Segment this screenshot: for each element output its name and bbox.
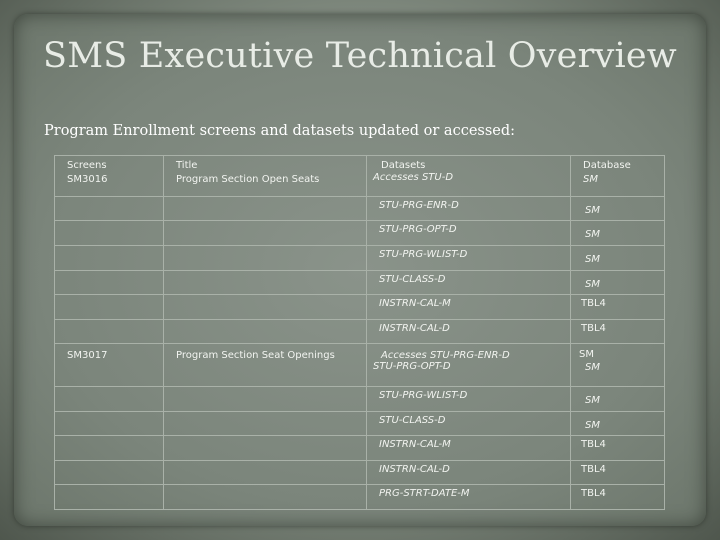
database-name: SM [571,411,665,436]
dataset-name: STU-PRG-OPT-D [373,361,451,373]
dataset-name: STU-PRG-OPT-D [367,221,571,246]
database-header: Database [583,160,631,171]
table-row [55,295,665,320]
screen-code: SM3016 [67,174,108,185]
screen-title: Program Section Open Seats [176,174,320,185]
dataset-name: PRG-STRT-DATE-M [367,485,571,510]
table-row [55,246,665,271]
title-header: Title [176,160,198,171]
dataset-name: INSTRN-CAL-D [367,460,571,485]
screen-code: SM3017 [55,344,164,387]
database-name: SM [579,349,594,361]
database-name: TBL4 [571,436,665,461]
database-name: TBL4 [571,460,665,485]
dataset-cell [367,156,571,197]
dataset-name: INSTRN-CAL-M [367,295,571,320]
dataset-name: STU-PRG-WLIST-D [367,387,571,412]
slide-title: SMS Executive Technical Overview [43,36,677,76]
dataset-cell [367,344,571,387]
table-row [55,344,665,387]
dataset-name: Accesses STU-D [373,172,454,183]
screen-title: Program Section Seat Openings [164,344,367,387]
database-name: SM [571,387,665,412]
dataset-name: INSTRN-CAL-D [367,319,571,344]
database-name: TBL4 [571,295,665,320]
table-row [55,387,665,412]
dataset-name: STU-CLASS-D [367,411,571,436]
database-name: SM [571,221,665,246]
database-cell [571,344,665,387]
screens-cell [55,156,164,197]
datasets-table [54,155,665,510]
dataset-name: Accesses STU-PRG-ENR-D [381,350,510,362]
datasets-header: Datasets [381,160,426,171]
dataset-name: INSTRN-CAL-M [367,436,571,461]
table-row [55,411,665,436]
database-name: TBL4 [571,319,665,344]
database-cell [571,156,665,197]
dataset-name: STU-PRG-ENR-D [367,196,571,221]
database-name: TBL4 [571,485,665,510]
database-name: SM [571,246,665,271]
database-name: SM [571,196,665,221]
database-name: SM [571,270,665,295]
table-row [55,270,665,295]
table-row [55,196,665,221]
table-row [55,156,665,197]
database-name: SM [583,174,598,185]
table-row [55,485,665,510]
table-row [55,319,665,344]
slide-subtitle: Program Enrollment screens and datasets updated or accessed: [44,123,516,139]
dataset-name: STU-CLASS-D [367,270,571,295]
database-name: SM [585,362,600,374]
table-row [55,460,665,485]
table-row [55,436,665,461]
screens-header: Screens [67,160,107,171]
title-cell [164,156,367,197]
dataset-name: STU-PRG-WLIST-D [367,246,571,271]
table-row [55,221,665,246]
